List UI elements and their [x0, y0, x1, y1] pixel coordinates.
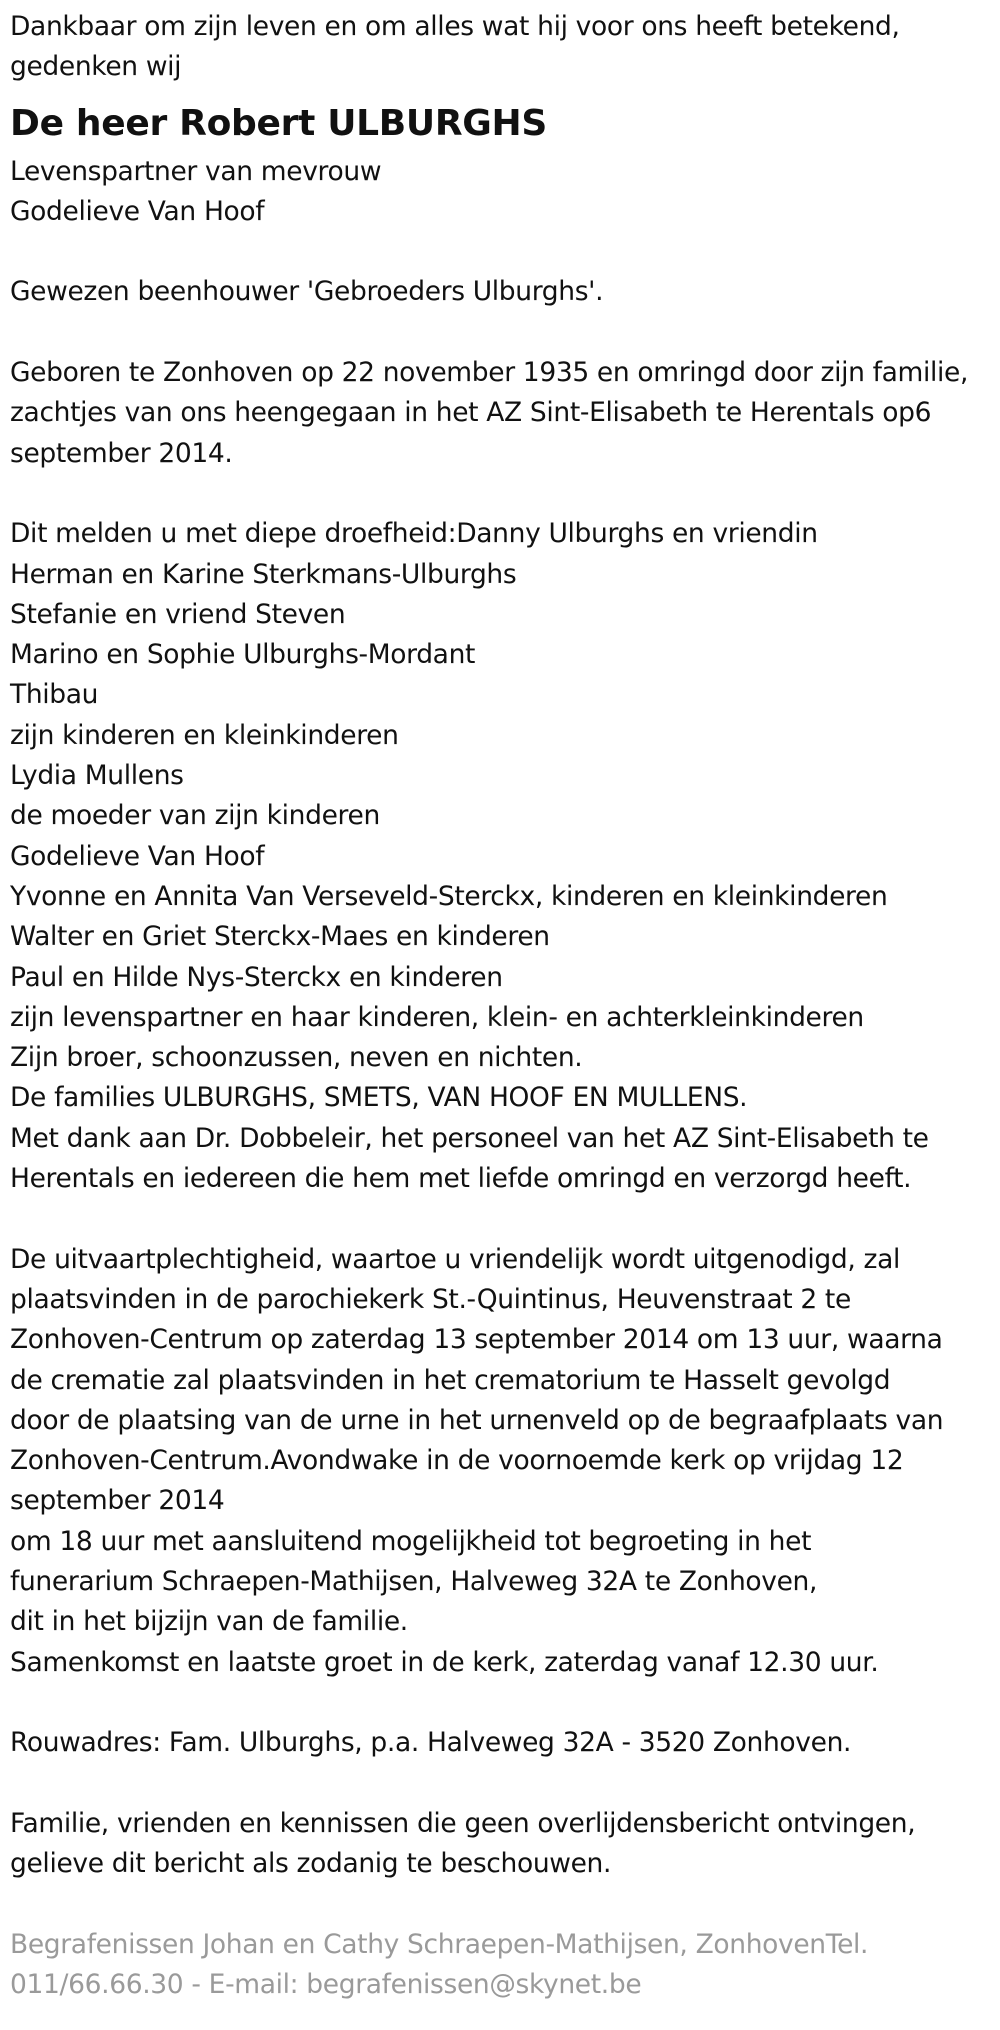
family-line: Herman en Karine Sterkmans-Ulburghs [10, 558, 517, 590]
spacer [10, 232, 995, 272]
birth-death-line: zachtjes van ons heengegaan in het AZ Sint-Elisabeth te Herentals op6 [10, 397, 932, 429]
family-line: Met dank aan Dr. Dobbeleir, het personeel van het AZ Sint-Elisabeth te [10, 1122, 929, 1154]
family-line: Dit melden u met diepe droefheid:Danny Ulburghs en vriendin [10, 518, 818, 550]
family-line: zijn kinderen en kleinkinderen [10, 719, 399, 751]
birth-death-text [10, 353, 995, 474]
intro-line: Dankbaar om zijn leven en om alles wat hij voor ons heeft betekend, [10, 11, 900, 42]
spacer [10, 474, 995, 514]
notice-text [10, 1804, 995, 1885]
ceremony-line: door de plaatsing van de urne in het urnenveld op de begraafplaats van [10, 1404, 944, 1436]
ceremony-text [10, 1240, 995, 1683]
profession-line: Gewezen beenhouwer 'Gebroeders Ulburghs'. [10, 276, 604, 308]
family-line: zijn levenspartner en haar kinderen, klein- en achterkleinkinderen [10, 1001, 864, 1033]
spacer [10, 1199, 995, 1239]
family-list [10, 514, 995, 1199]
family-line: Thibau [10, 679, 99, 711]
birth-death-line: Geboren te Zonhoven op 22 november 1935 en omringd door zijn familie, [10, 357, 969, 389]
ceremony-line: om 18 uur met aansluitend mogelijkheid tot begroeting in het [10, 1525, 812, 1557]
intro-line: gedenken wij [10, 51, 182, 83]
ceremony-line: Samenkomst en laatste groet in de kerk, zaterdag vanaf 12.30 uur. [10, 1646, 879, 1678]
obituary-notice [10, 7, 995, 2005]
family-line: Herentals en iedereen die hem met liefde omringd en verzorgd heeft. [10, 1163, 912, 1195]
funeral-home-footer [10, 1925, 995, 2006]
footer-line: 011/66.66.30 - E-mail: begrafenissen@skynet.be [10, 1968, 642, 2000]
family-line: Yvonne en Annita Van Verseveld-Sterckx, kinderen en kleinkinderen [10, 880, 888, 912]
family-line: de moeder van zijn kinderen [10, 800, 380, 832]
intro-text [10, 7, 995, 88]
family-line: Paul en Hilde Nys-Sterckx en kinderen [10, 961, 503, 993]
ceremony-line: de crematie zal plaatsvinden in het crematorium te Hasselt gevolgd [10, 1364, 891, 1396]
ceremony-line: september 2014 [10, 1485, 225, 1517]
family-line: Lydia Mullens [10, 760, 184, 792]
footer-line: Begrafenissen Johan en Cathy Schraepen-Mathijsen, ZonhovenTel. [10, 1928, 869, 1960]
ceremony-line: dit in het bijzijn van de familie. [10, 1606, 408, 1638]
partner-text [10, 152, 995, 233]
family-line: Zijn broer, schoonzussen, neven en nichten. [10, 1042, 583, 1074]
spacer [10, 313, 995, 353]
deceased-name: De heer Robert ULBURGHS [10, 102, 547, 144]
family-line: Marino en Sophie Ulburghs-Mordant [10, 639, 476, 671]
spacer [10, 1683, 995, 1723]
family-line: Walter en Griet Sterckx-Maes en kinderen [10, 921, 550, 953]
mourning-address: Rouwadres: Fam. Ulburghs, p.a. Halveweg 32A - 3520 Zonhoven. [10, 1727, 852, 1759]
ceremony-line: Zonhoven-Centrum.Avondwake in de voornoemde kerk op vrijdag 12 [10, 1445, 904, 1477]
notice-line: gelieve dit bericht als zodanig te beschouwen. [10, 1848, 612, 1880]
ceremony-line: funerarium Schraepen-Mathijsen, Halveweg 32A te Zonhoven, [10, 1565, 818, 1597]
family-line: Godelieve Van Hoof [10, 840, 265, 872]
birth-death-line: september 2014. [10, 437, 233, 469]
ceremony-line: Zonhoven-Centrum op zaterdag 13 september 2014 om 13 uur, waarna [10, 1324, 943, 1356]
family-line: Stefanie en vriend Steven [10, 598, 346, 630]
notice-line: Familie, vrienden en kennissen die geen overlijdensbericht ontvingen, [10, 1807, 916, 1839]
family-line: De families ULBURGHS, SMETS, VAN HOOF EN MULLENS. [10, 1082, 748, 1114]
spacer [10, 1884, 995, 1924]
ceremony-line: plaatsvinden in de parochiekerk St.-Quintinus, Heuvenstraat 2 te [10, 1283, 851, 1315]
partner-line: Godelieve Van Hoof [10, 195, 265, 227]
partner-line: Levenspartner van mevrouw [10, 155, 382, 187]
spacer [10, 1763, 995, 1803]
ceremony-line: De uitvaartplechtigheid, waartoe u vriendelijk wordt uitgenodigd, zal [10, 1243, 900, 1275]
